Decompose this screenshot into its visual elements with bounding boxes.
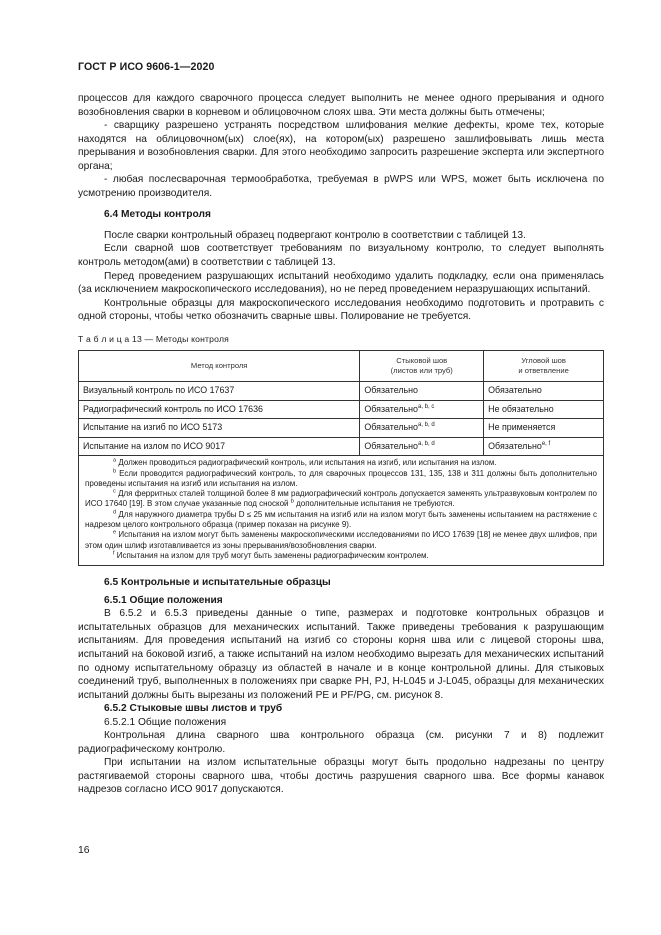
section-heading: 6.5 Контрольные и испытательные образцы [104,577,331,589]
footnote [85,458,597,468]
method-cell: Радиографический контроль по ИСО 17636 [79,400,360,419]
footnote-text: Должен проводиться радиографический контроль, или испытания на изгиб, или испытания на излом. [116,458,497,468]
header-line: и ответвление [518,366,569,376]
cell-value: Обязательно [364,440,418,451]
paragraph: В 6.5.2 и 6.5.3 приведены данные о типе, размерах и подготовке контрольных образцов и испытательных образцов для механических испытаний. Также приведены требования к разрушающим испытаниям. Для проведения испытаний на изгиб со стороны корня шва или с лицевой стороны шва, испытаний на боковой изгиб, а также испытаний на излом необходимо вырезать для механических испытаний по одному испытательному образцу из областей в начале и в конце контрольной длины. Для стыковых соединений труб, выполненных в положениях при сварке PH, PJ, H-L045 и J-L045, образцы для механических испытаний должны быть вырезаны из положений PE и PF/PG, см. рисунок 8. [78,608,604,701]
footnote-mark: b [113,467,117,474]
fillet-cell [484,400,604,419]
column-header-butt [360,351,484,382]
paragraph: Перед проведением разрушающих испытаний необходимо удалить подкладку, если она применялась (за исключением макроскопического исследования), но не перед проведением неразрушающих испытаний. [78,270,604,296]
butt-cell [360,437,484,456]
footnote-text: Испытания на излом для труб могут быть заменены радиографическим контролем. [114,550,429,560]
header-line: Стыковой шов [396,355,448,365]
fillet-cell [484,382,604,401]
section-heading: 6.4 Методы контроля [104,209,211,221]
subsection-heading: 6.5.1 Общие положения [104,594,223,606]
paragraph: После сварки контрольный образец подвергают контролю в соответствии с таблицей 13. [104,229,526,241]
cell-value: Обязательно [364,422,418,433]
footnote [85,551,597,561]
fillet-cell [484,419,604,438]
footnote-ref: e, f [541,440,551,447]
butt-cell [360,400,484,419]
page-body [78,92,604,797]
cell-value: Обязательно [364,403,418,414]
table-row [79,400,604,419]
footnote-mark: f [113,550,115,557]
table-caption: Т а б л и ц а 13 — Методы контроля [78,333,230,344]
standard-header: ГОСТ Р ИСО 9606-1—2020 [78,61,215,73]
cell-value: Обязательно [364,385,418,396]
footnote [85,530,597,551]
column-header-method: Метод контроля [79,351,360,382]
footnote-text: Для наружного диаметра трубы D ≤ 25 мм испытания на изгиб или на излом могут быть заменены испытанием на растяжение с надрезом целого контрольного образца (пример показан на рисунке 9). [85,509,597,530]
butt-cell [360,382,484,401]
footnote-mark: b [290,498,294,505]
footnote-text: Если проводится радиографический контроль, то для сварочных процессов 131, 135, 138 и 311 должны быть дополнительно проведены испытания на изгиб или испытания на излом. [85,468,597,488]
column-header-fillet [484,351,604,382]
paragraph: Если сварной шов соответствует требованиям по визуальному контролю, то следует выполнять контроль методом(ами) в соответствии с таблицей 13. [78,243,604,269]
footnote [85,469,597,490]
paragraph: Контрольная длина сварного шва контрольного образца (см. рисунки 7 и 8) подлежит радиографическому контролю. [78,730,604,755]
cell-value: Обязательно [488,385,542,396]
table-header-row [79,351,604,382]
table-row [79,437,604,456]
cell-value: Обязательно [488,440,542,451]
cell-value: Не обязательно [488,403,554,414]
intro-paragraph: процессов для каждого сварочного процесса следует выполнить не менее одного прерывания и одного возобновления сварки в корневом и облицовочном слоях шва. Эти места должны быть отмечены; [78,93,604,118]
cell-value: Не применяется [488,422,556,433]
paragraph: При испытании на излом испытательные образцы могут быть продольно надрезаны по центру растягиваемой стороны сварного шва, чтобы достичь разрушения сварного шва. Все формы канавок надрезов согласно ИСО 9017 допускаются. [78,757,604,796]
footnote-text: Для ферритных сталей толщиной более 8 мм радиографический контроль допускается заменять ультразвуковым контролем по ИСО 17640 [19]. В этом случае указанные под сноской [85,489,597,509]
footnote-ref: a, b, d [418,440,435,447]
fillet-cell [484,437,604,456]
footnote-ref: a, b, c [418,403,435,410]
butt-cell [360,419,484,438]
paragraph: Контрольные образцы для макроскопического исследования необходимо подготовить и протравить с одной стороны, чтобы четко обозначить сварные швы. Полирование не требуется. [78,297,604,323]
method-cell: Визуальный контроль по ИСО 17637 [79,382,360,401]
footnote-text: дополнительные испытания не требуются. [293,499,455,509]
table-row [79,419,604,438]
footnote-mark: c [113,488,116,495]
footnote-mark: e [113,529,117,536]
method-cell: Испытание на изгиб по ИСО 5173 [79,419,360,438]
section-6-5 [78,576,604,797]
header-line: Угловой шов [521,355,566,365]
page-number: 16 [78,845,90,856]
table-footnotes [78,456,604,566]
footnote-text: Испытания на излом могут быть заменены макроскопическими исследованиями по ИСО 17639 [18] не менее двух шлифов, при этом один шлиф изготавливается из зоны прерывания/возобновления сварки. [85,530,597,550]
methods-table [78,350,604,456]
header-line: (листов или труб) [390,366,453,376]
footnote-mark: d [113,509,117,516]
intro-bullet: - сварщику разрешено устранять посредством шлифования мелкие дефекты, кроме тех, которые находятся на облицовочном(ых) слое(ях), на котором(ых) разрешено зашлифовывать лишь места прерывания и возобновления сварки. Для этого необходимо запросить разрешение эксперта или экспертного органа; [78,120,604,172]
subsubsection-heading: 6.5.2.1 Общие положения [104,716,227,728]
subsection-heading: 6.5.2 Стыковые швы листов и труб [104,703,283,715]
intro-bullet: - любая послесварочная термообработка, требуемая в pWPS или WPS, может быть исключена по усмотрению производителя. [78,174,604,199]
footnote-ref: a, b, d [418,422,435,429]
footnote [85,510,597,531]
footnote-mark: a [113,457,117,464]
method-cell: Испытание на излом по ИСО 9017 [79,437,360,456]
table-row [79,382,604,401]
footnote [85,489,597,510]
